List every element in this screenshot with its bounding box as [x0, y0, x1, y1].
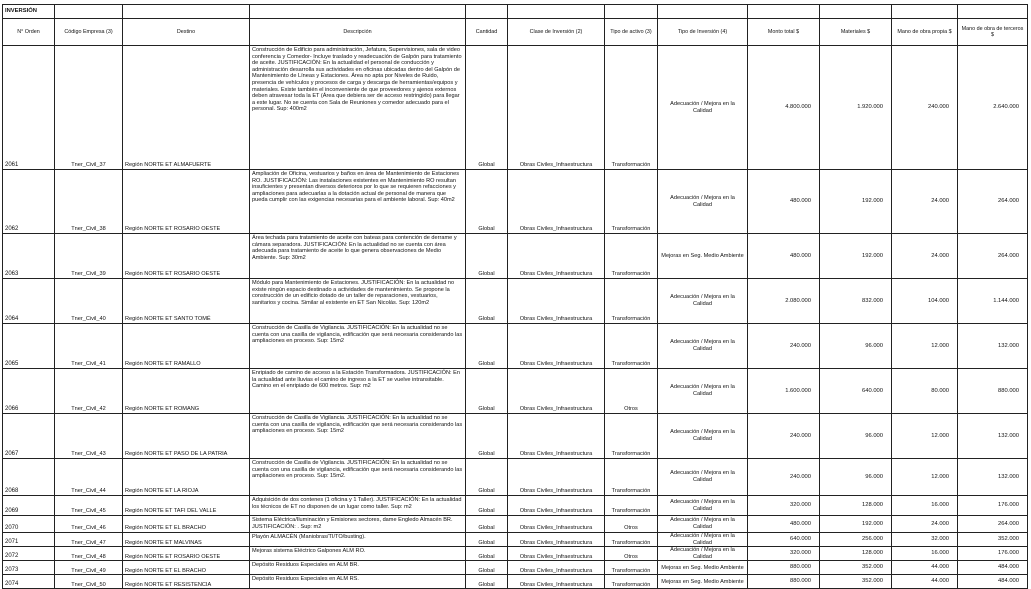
table-row	[3, 496, 1028, 516]
cell-monto-total: 1.600.000	[748, 369, 820, 414]
cell-tipo-inversion: Adecuación / Mejora en la Calidad	[658, 414, 748, 459]
cell-mano-terceros: 352.000	[958, 533, 1028, 547]
cell-mano-propia: 24.000	[892, 170, 958, 234]
cell-mano-propia: 44.000	[892, 575, 958, 589]
cell-tipo-inversion: Adecuación / Mejora en la Calidad	[658, 496, 748, 516]
cell-destino: Región NORTE ET MALVINAS	[123, 533, 250, 547]
cell-cantidad: Global	[466, 46, 508, 170]
cell-descripcion: Mejoras sistema Eléctrico Galpones ALM RO.	[250, 547, 466, 561]
header-clase: Clase de Inversión (2)	[508, 19, 605, 46]
cell-tipo-inversion: Adecuación / Mejora en la Calidad	[658, 516, 748, 533]
cell-monto-total: 320.000	[748, 547, 820, 561]
cell-cantidad: Global	[466, 170, 508, 234]
cell-codigo: Tner_Civil_39	[55, 234, 123, 279]
cell-destino: Región NORTE ET EL BRACHO	[123, 561, 250, 575]
cell-tipo-activo: Otros	[605, 369, 658, 414]
cell-clase: Obras Civiles_Infraestructura	[508, 234, 605, 279]
cell-orden: 2061	[3, 46, 55, 170]
cell-materiales: 96.000	[820, 414, 892, 459]
cell-tipo-inversion: Mejoras en Seg. Medio Ambiente	[658, 575, 748, 589]
header-tipo-inversion: Tipo de Inversión (4)	[658, 19, 748, 46]
header-mano-propia: Mano de obra propia $	[892, 19, 958, 46]
cell-mano-propia: 32.000	[892, 533, 958, 547]
cell-mano-terceros: 484.000	[958, 561, 1028, 575]
cell-destino: Región NORTE ET PASO DE LA PATRIA	[123, 414, 250, 459]
cell-destino: Región NORTE ET ROMANG	[123, 369, 250, 414]
cell-codigo: Tner_Civil_49	[55, 561, 123, 575]
cell-cantidad: Global	[466, 547, 508, 561]
cell-destino: Región NORTE ET SANTO TOMÉ	[123, 279, 250, 324]
cell-descripcion: Depósito Residuos Especiales en ALM BR.	[250, 561, 466, 575]
cell-codigo: Tner_Civil_42	[55, 369, 123, 414]
cell-monto-total: 480.000	[748, 234, 820, 279]
table-body	[3, 5, 1028, 589]
cell-destino: Región NORTE ET TAFI DEL VALLE	[123, 496, 250, 516]
table-row	[3, 516, 1028, 533]
cell-materiales: 832.000	[820, 279, 892, 324]
cell-materiales: 352.000	[820, 575, 892, 589]
cell-monto-total: 240.000	[748, 324, 820, 369]
cell-destino: Región NORTE ET LA RIOJA	[123, 459, 250, 496]
cell-orden: 2071	[3, 533, 55, 547]
cell-clase: Obras Civiles_Infraestructura	[508, 459, 605, 496]
cell-mano-propia: 240.000	[892, 46, 958, 170]
cell-mano-terceros: 132.000	[958, 459, 1028, 496]
cell-mano-terceros: 484.000	[958, 575, 1028, 589]
cell-tipo-activo: Transformación	[605, 324, 658, 369]
cell-materiales: 96.000	[820, 459, 892, 496]
cell-clase: Obras Civiles_Infraestructura	[508, 496, 605, 516]
cell-materiales: 640.000	[820, 369, 892, 414]
cell-tipo-activo: Otros	[605, 547, 658, 561]
cell-orden: 2069	[3, 496, 55, 516]
cell-mano-propia: 16.000	[892, 547, 958, 561]
cell-materiales: 256.000	[820, 533, 892, 547]
cell-clase: Obras Civiles_Infraestructura	[508, 170, 605, 234]
cell-tipo-inversion: Adecuación / Mejora en la Calidad	[658, 459, 748, 496]
cell-codigo: Tner_Civil_45	[55, 496, 123, 516]
table-row	[3, 170, 1028, 234]
cell-tipo-activo: Transformación	[605, 533, 658, 547]
cell-orden: 2062	[3, 170, 55, 234]
cell-mano-terceros: 1.144.000	[958, 279, 1028, 324]
cell-tipo-inversion: Mejoras en Seg. Medio Ambiente	[658, 234, 748, 279]
header-codigo: Código Empresa (3)	[55, 19, 123, 46]
table-row	[3, 547, 1028, 561]
cell-monto-total: 640.000	[748, 533, 820, 547]
cell-materiales: 128.000	[820, 547, 892, 561]
cell-monto-total: 4.800.000	[748, 46, 820, 170]
header-mano-terceros: Mano de obra de terceros $	[958, 19, 1028, 46]
sheet-title: INVERSIÓN	[3, 5, 55, 19]
cell-mano-propia: 44.000	[892, 561, 958, 575]
cell-tipo-inversion: Adecuación / Mejora en la Calidad	[658, 533, 748, 547]
table-row	[3, 561, 1028, 575]
cell-codigo: Tner_Civil_47	[55, 533, 123, 547]
cell-clase: Obras Civiles_Infraestructura	[508, 547, 605, 561]
cell-mano-propia: 104.000	[892, 279, 958, 324]
cell-descripcion: Enripiado de camino de acceso a la Estación Transformadora. JUSTIFICACIÓN: En la actualidad ante lluvias el camino de ingreso a la ET se vuelve intransitable. Camino en el enripiado de 600 metros. Sup: m2	[250, 369, 466, 414]
table-row	[3, 324, 1028, 369]
cell-descripcion: Sistema Eléctrica/Iluminación y Emisiones sectores, dame Engledo Almacén BR. JUSTIFICACIÓN: . Sup: m2	[250, 516, 466, 533]
cell-monto-total: 880.000	[748, 561, 820, 575]
cell-monto-total: 480.000	[748, 170, 820, 234]
cell-tipo-activo: Transformación	[605, 575, 658, 589]
cell-orden: 2065	[3, 324, 55, 369]
header-destino: Destino	[123, 19, 250, 46]
header-descripcion: Descripción	[250, 19, 466, 46]
cell-descripcion: Área techada para tratamiento de aceite con bateas para contención de derrame y cámara separadora. JUSTIFICACIÓN: En la actualidad no se cuenta con área adecuada para tratamiento de aceite lo que genera observaciones de Medio Ambiente. Sup: 30m2	[250, 234, 466, 279]
cell-mano-propia: 16.000	[892, 496, 958, 516]
header-monto-total: Monto total $	[748, 19, 820, 46]
cell-tipo-activo: Transformación	[605, 279, 658, 324]
cell-materiales: 96.000	[820, 324, 892, 369]
cell-tipo-activo: Transformación	[605, 46, 658, 170]
cell-tipo-inversion: Adecuación / Mejora en la Calidad	[658, 46, 748, 170]
cell-tipo-inversion: Mejoras en Seg. Medio Ambiente	[658, 561, 748, 575]
cell-mano-terceros: 264.000	[958, 234, 1028, 279]
cell-materiales: 192.000	[820, 234, 892, 279]
cell-tipo-activo: Otros	[605, 516, 658, 533]
cell-mano-propia: 80.000	[892, 369, 958, 414]
cell-mano-propia: 12.000	[892, 459, 958, 496]
investment-table	[2, 4, 1028, 589]
cell-mano-propia: 12.000	[892, 324, 958, 369]
cell-destino: Región NORTE ET RAMALLO	[123, 324, 250, 369]
cell-codigo: Tner_Civil_48	[55, 547, 123, 561]
cell-cantidad: Global	[466, 414, 508, 459]
header-row	[3, 19, 1028, 46]
cell-tipo-activo: Transformación	[605, 496, 658, 516]
cell-tipo-activo: Transformación	[605, 459, 658, 496]
cell-mano-propia: 12.000	[892, 414, 958, 459]
cell-cantidad: Global	[466, 575, 508, 589]
cell-mano-terceros: 132.000	[958, 324, 1028, 369]
cell-codigo: Tner_Civil_46	[55, 516, 123, 533]
cell-clase: Obras Civiles_Infraestructura	[508, 575, 605, 589]
cell-monto-total: 320.000	[748, 496, 820, 516]
cell-clase: Obras Civiles_Infraestructura	[508, 279, 605, 324]
cell-monto-total: 240.000	[748, 459, 820, 496]
cell-orden: 2074	[3, 575, 55, 589]
cell-mano-terceros: 880.000	[958, 369, 1028, 414]
cell-tipo-inversion: Adecuación / Mejora en la Calidad	[658, 547, 748, 561]
cell-cantidad: Global	[466, 369, 508, 414]
cell-cantidad: Global	[466, 496, 508, 516]
cell-materiales: 192.000	[820, 516, 892, 533]
cell-mano-terceros: 132.000	[958, 414, 1028, 459]
cell-monto-total: 2.080.000	[748, 279, 820, 324]
title-row	[3, 5, 1028, 19]
cell-materiales: 1.920.000	[820, 46, 892, 170]
cell-tipo-activo: Transformación	[605, 414, 658, 459]
cell-tipo-activo: Transformación	[605, 234, 658, 279]
cell-clase: Obras Civiles_Infraestructura	[508, 516, 605, 533]
cell-destino: Región NORTE ET EL BRACHO	[123, 516, 250, 533]
cell-orden: 2073	[3, 561, 55, 575]
cell-orden: 2064	[3, 279, 55, 324]
table-row	[3, 459, 1028, 496]
cell-tipo-inversion: Adecuación / Mejora en la Calidad	[658, 279, 748, 324]
cell-cantidad: Global	[466, 561, 508, 575]
cell-tipo-activo: Transformación	[605, 561, 658, 575]
cell-codigo: Tner_Civil_40	[55, 279, 123, 324]
header-materiales: Materiales $	[820, 19, 892, 46]
cell-clase: Obras Civiles_Infraestructura	[508, 46, 605, 170]
table-row	[3, 533, 1028, 547]
header-cantidad: Cantidad	[466, 19, 508, 46]
table-row	[3, 234, 1028, 279]
cell-descripcion: Ampliación de Oficina, vestuarios y baños en área de Mantenimiento de Estaciones RO. JUSTIFICACIÓN: Las instalaciones existentes en Mantenimiento RO resultan insuficientes y presentan diversos deterioros por lo que se requieren refacciones y ampliaciones para adecuarlas a la dotación actual de personal de manera que pueda cumplir con las exigencias necesarias para el ambiente laboral. Sup: 40m2	[250, 170, 466, 234]
cell-clase: Obras Civiles_Infraestructura	[508, 414, 605, 459]
cell-cantidad: Global	[466, 533, 508, 547]
cell-descripcion: Construcción de Casilla de Vigilancia. JUSTIFICACIÓN: En la actualidad no se cuenta con una casilla de vigilancia, edificación que será necesaria considerando las ampliaciones en proceso. Sup: 15m2	[250, 324, 466, 369]
cell-orden: 2066	[3, 369, 55, 414]
cell-mano-terceros: 176.000	[958, 547, 1028, 561]
cell-destino: Región NORTE ET ROSARIO OESTE	[123, 170, 250, 234]
cell-materiales: 352.000	[820, 561, 892, 575]
cell-descripcion: Playón ALMACÉN (Maniobras/TI/TO/busting).	[250, 533, 466, 547]
cell-descripcion: Construcción de Casilla de Vigilancia. JUSTIFICACIÓN: En la actualidad no se cuenta con una casilla de vigilancia, edificación que será necesaria considerando las ampliaciones en proceso. Sup: 15m2.	[250, 459, 466, 496]
cell-codigo: Tner_Civil_43	[55, 414, 123, 459]
cell-orden: 2070	[3, 516, 55, 533]
cell-cantidad: Global	[466, 459, 508, 496]
cell-mano-terceros: 264.000	[958, 516, 1028, 533]
cell-descripcion: Construcción de Edificio para administración, Jefatura, Supervisiones, sala de video conferencia y Comedor- Incluye traslado y readecuación de Galpón para tratamiento de aceite. JUSTIFICACIÓN: En la actualidad el personal de conducción y administración desarrolla sus actividades en oficinas ubicadas dentro del Galpón de Mantenimiento de Líneas y Estaciones. Área no apta por Niveles de Ruido, presencia de vehículos y procesos de carga y descarga de herramientas/equipos y materiales. Existe también el inconveniente de que proveedores y ajenos externos deben atravesar toda la ET (Área que debiera ser de acceso restringido) para llegar a este lugar. No se cuenta con Sala de Reuniones y comedor adecuado para el personal. Sup: 400m2	[250, 46, 466, 170]
cell-orden: 2063	[3, 234, 55, 279]
cell-codigo: Tner_Civil_44	[55, 459, 123, 496]
header-orden: N° Orden	[3, 19, 55, 46]
cell-destino: Región NORTE ET ROSARIO OESTE	[123, 234, 250, 279]
cell-codigo: Tner_Civil_37	[55, 46, 123, 170]
table-row	[3, 575, 1028, 589]
cell-tipo-inversion: Adecuación / Mejora en la Calidad	[658, 324, 748, 369]
cell-orden: 2068	[3, 459, 55, 496]
table-row	[3, 369, 1028, 414]
cell-clase: Obras Civiles_Infraestructura	[508, 369, 605, 414]
cell-mano-terceros: 264.000	[958, 170, 1028, 234]
cell-codigo: Tner_Civil_50	[55, 575, 123, 589]
cell-clase: Obras Civiles_Infraestructura	[508, 561, 605, 575]
cell-monto-total: 480.000	[748, 516, 820, 533]
cell-orden: 2067	[3, 414, 55, 459]
table-row	[3, 414, 1028, 459]
cell-destino: Región NORTE ET RESISTENCIA	[123, 575, 250, 589]
header-tipo-activo: Tipo de activo (3)	[605, 19, 658, 46]
cell-mano-propia: 24.000	[892, 516, 958, 533]
cell-destino: Región NORTE ET ROSARIO OESTE	[123, 547, 250, 561]
cell-mano-propia: 24.000	[892, 234, 958, 279]
cell-clase: Obras Civiles_Infraestructura	[508, 533, 605, 547]
cell-monto-total: 880.000	[748, 575, 820, 589]
cell-monto-total: 240.000	[748, 414, 820, 459]
cell-cantidad: Global	[466, 234, 508, 279]
cell-descripcion: Construcción de Casilla de Vigilancia. JUSTIFICACIÓN: En la actualidad no se cuenta con una casilla de vigilancia, edificación que será necesaria considerando las ampliaciones en proceso. Sup: 15m2	[250, 414, 466, 459]
cell-descripcion: Depósito Residuos Especiales en ALM RS.	[250, 575, 466, 589]
cell-clase: Obras Civiles_Infraestructura	[508, 324, 605, 369]
cell-tipo-activo: Transformación	[605, 170, 658, 234]
table-row	[3, 46, 1028, 170]
cell-materiales: 192.000	[820, 170, 892, 234]
cell-orden: 2072	[3, 547, 55, 561]
table-row	[3, 279, 1028, 324]
cell-materiales: 128.000	[820, 496, 892, 516]
cell-cantidad: Global	[466, 279, 508, 324]
cell-cantidad: Global	[466, 324, 508, 369]
cell-tipo-inversion: Adecuación / Mejora en la Calidad	[658, 170, 748, 234]
cell-descripcion: Adquisición de dos contenes (1 oficina y 1 Taller). JUSTIFICACIÓN: En la actualidad los técnicos de ET no disponen de un lugar como taller. Sup: m2	[250, 496, 466, 516]
cell-codigo: Tner_Civil_41	[55, 324, 123, 369]
cell-codigo: Tner_Civil_38	[55, 170, 123, 234]
cell-mano-terceros: 176.000	[958, 496, 1028, 516]
cell-tipo-inversion: Adecuación / Mejora en la Calidad	[658, 369, 748, 414]
cell-destino: Región NORTE ET ALMAFUERTE	[123, 46, 250, 170]
cell-descripcion: Módulo para Mantenimiento de Estaciones. JUSTIFICACIÓN: En la actualidad no existe ningún espacio destinado a actividades de mantenimiento. Se propone la construcción de un edificio dotado de un taller de reparaciones, vestuarios, sanitarios y cocina. Similar al existente en ET San Nicolás. Sup: 120m2	[250, 279, 466, 324]
cell-mano-terceros: 2.640.000	[958, 46, 1028, 170]
cell-cantidad: Global	[466, 516, 508, 533]
